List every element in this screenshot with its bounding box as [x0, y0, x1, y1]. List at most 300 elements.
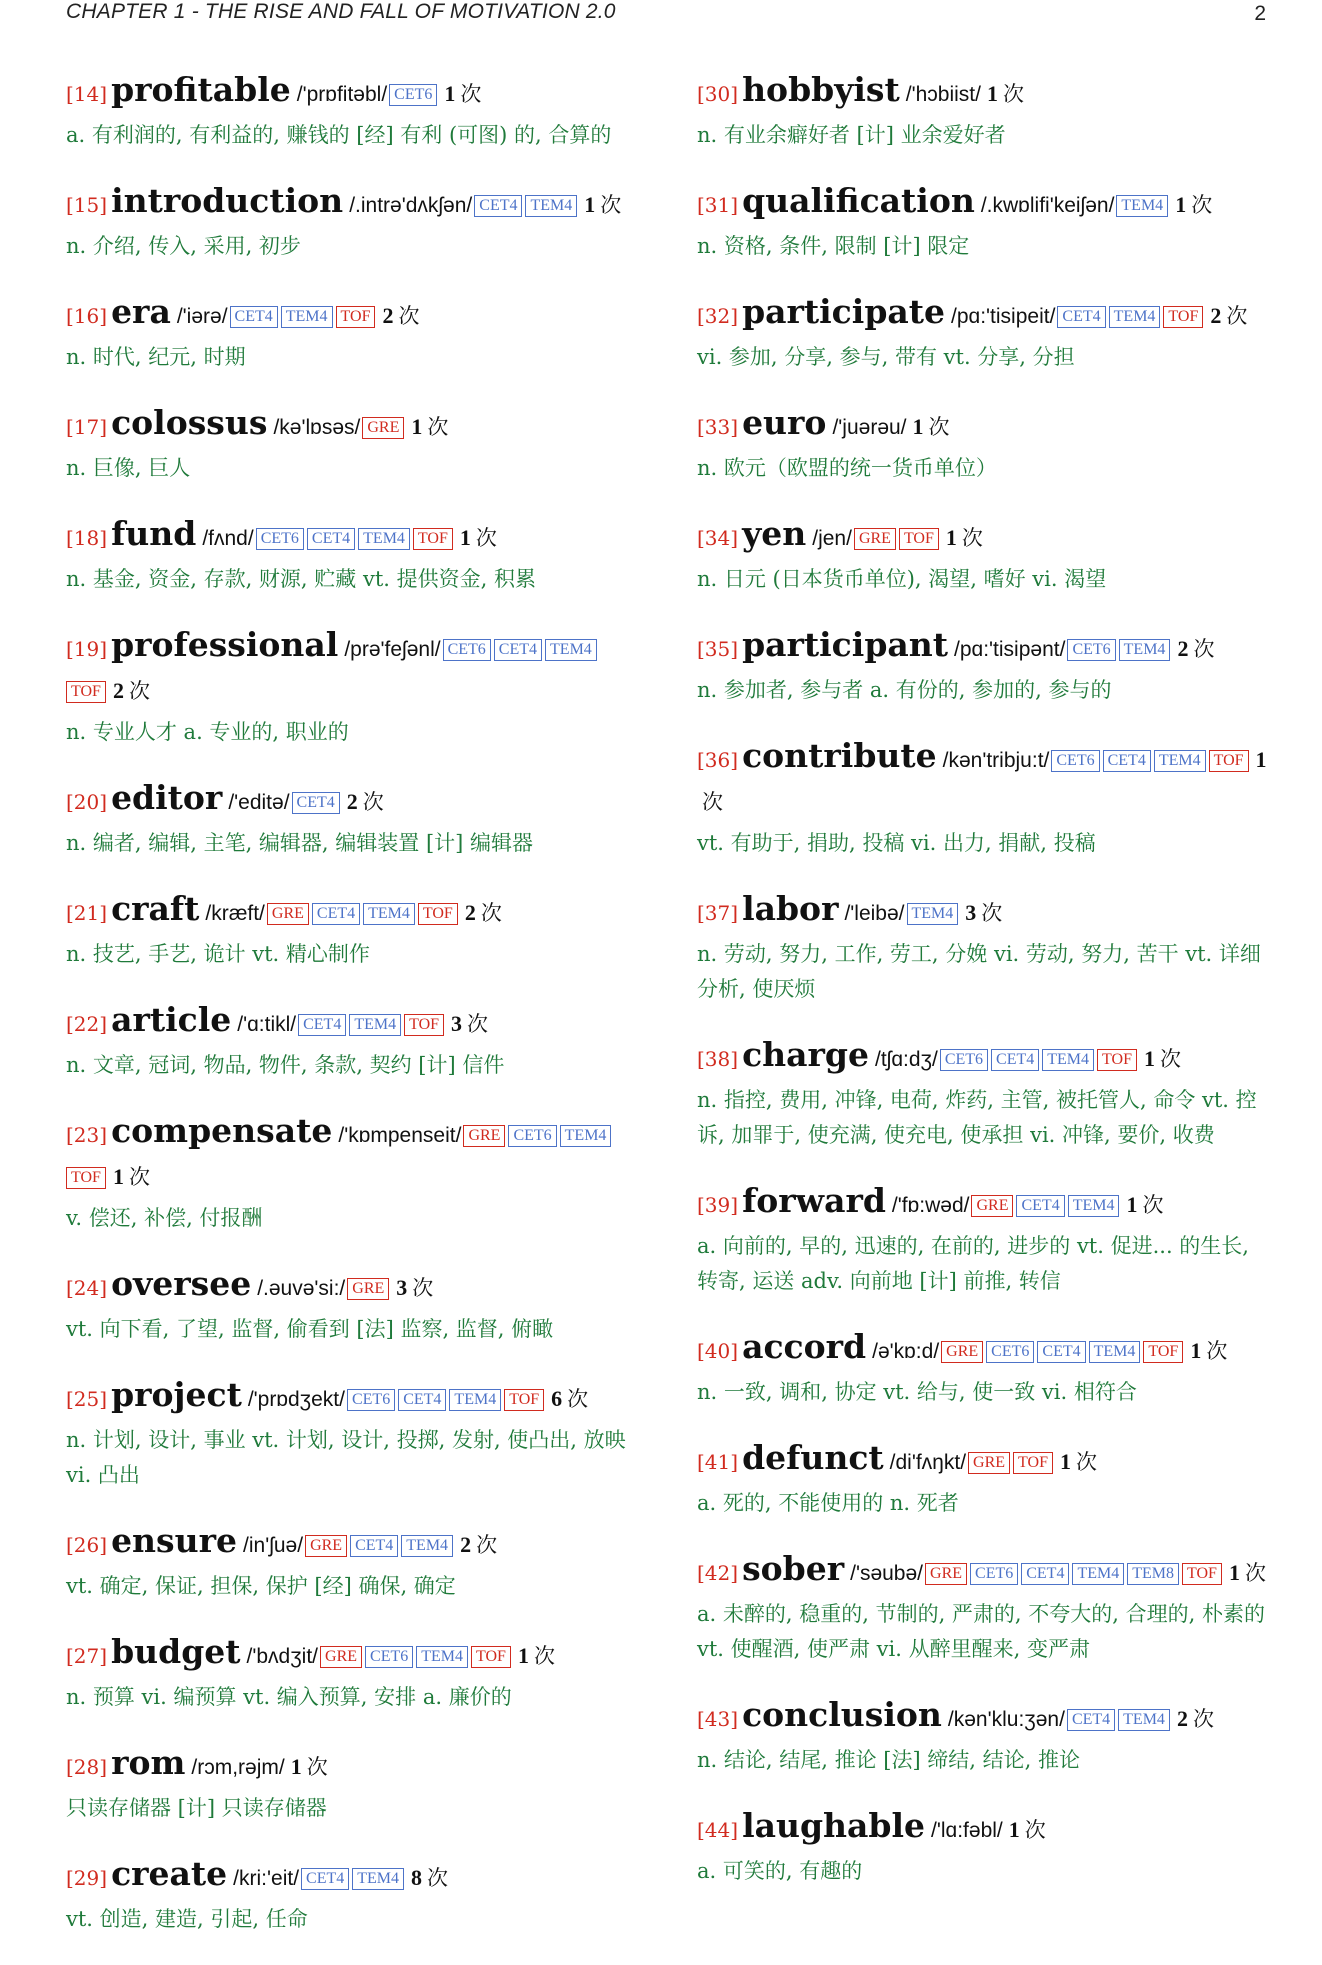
phonetic: /kræft/	[205, 902, 265, 925]
occurrence-unit: 次	[480, 901, 502, 925]
definition: n. 基金, 资金, 存款, 财源, 贮藏 vt. 提供资金, 积累	[66, 567, 536, 591]
vocab-entry	[66, 1743, 638, 1826]
occurrence-count: 1	[912, 414, 924, 439]
entry-headline	[697, 1438, 1269, 1484]
occurrence-unit: 次	[128, 679, 150, 703]
exam-tag: CET4	[1016, 1195, 1064, 1217]
occurrence-unit: 次	[475, 526, 497, 550]
occurrence-unit: 次	[362, 790, 384, 814]
definition: a. 死的, 不能使用的 n. 死者	[697, 1491, 959, 1515]
entry-number: [26]	[66, 1533, 108, 1557]
entry-number: [34]	[697, 526, 739, 550]
phonetic: /.kwɒlifi'keiʃən/	[980, 194, 1115, 217]
phonetic: /'prɒdʒekt/	[247, 1388, 345, 1411]
exam-tags	[940, 1051, 1140, 1070]
phonetic: /kri:'eit/	[233, 1867, 300, 1890]
occurrence-unit: 次	[398, 304, 420, 328]
vocab-entry	[697, 1035, 1269, 1153]
headword: craft	[111, 889, 200, 928]
exam-tag: TEM4	[281, 306, 333, 328]
entry-number: [19]	[66, 637, 108, 661]
entry-number: [36]	[697, 748, 739, 772]
headword: budget	[111, 1632, 241, 1671]
occurrence-unit: 次	[476, 1533, 498, 1557]
entry-number: [32]	[697, 304, 739, 328]
headword: era	[111, 292, 171, 331]
headword: oversee	[111, 1264, 252, 1303]
exam-tag: TOF	[1163, 306, 1203, 328]
exam-tag: TOF	[1143, 1341, 1183, 1363]
exam-tag: TOF	[66, 681, 106, 703]
vocab-entry	[697, 736, 1269, 861]
occurrence-unit: 次	[1192, 1707, 1214, 1731]
entry-headline	[66, 1743, 638, 1789]
entry-headline	[697, 1695, 1269, 1741]
exam-tags	[1116, 197, 1171, 216]
occurrence-count: 2	[382, 303, 394, 328]
phonetic: /'kɒmpenseit/	[338, 1124, 462, 1147]
exam-tag: TEM4	[1154, 750, 1206, 772]
occurrence-unit: 次	[427, 415, 449, 439]
headword: defunct	[742, 1438, 884, 1477]
chapter-title: CHAPTER 1 - THE RISE AND FALL OF MOTIVATION 2.0	[66, 0, 616, 23]
vocab-entry	[66, 1264, 638, 1347]
occurrence-unit: 次	[427, 1866, 449, 1890]
occurrence-unit: 次	[1024, 1818, 1046, 1842]
exam-tag: GRE	[362, 417, 404, 439]
occurrence-count: 1	[411, 414, 423, 439]
definition: n. 欧元（欧盟的统一货币单位）	[697, 456, 997, 480]
headword: create	[111, 1854, 228, 1893]
entry-number: [40]	[697, 1339, 739, 1363]
exam-tag: CET4	[292, 792, 340, 814]
running-header	[66, 0, 1266, 30]
phonetic: /ə'kɒ:d/	[872, 1340, 940, 1363]
vocab-entry	[66, 1000, 638, 1083]
definition: n. 参加者, 参与者 a. 有份的, 参加的, 参与的	[697, 678, 1112, 702]
vocab-entry	[697, 181, 1269, 264]
exam-tag: TEM4	[560, 1125, 612, 1147]
phonetic: /'hɔbiist/	[905, 83, 981, 106]
exam-tags	[907, 905, 962, 924]
entry-headline	[66, 181, 638, 227]
exam-tags	[298, 1016, 447, 1035]
entry-number: [43]	[697, 1707, 739, 1731]
exam-tag: TEM4	[1119, 639, 1171, 661]
headword: ensure	[111, 1521, 238, 1560]
phonetic: /'iərə/	[176, 305, 228, 328]
headword: rom	[111, 1743, 186, 1782]
occurrence-count: 6	[551, 1386, 563, 1411]
definition: 只读存储器 [计] 只读存储器	[66, 1796, 327, 1820]
vocab-entry	[697, 403, 1269, 486]
occurrence-count: 1	[1255, 747, 1267, 772]
headword: yen	[742, 514, 807, 553]
occurrence-count: 3	[965, 900, 977, 925]
exam-tags	[1067, 1711, 1173, 1730]
entry-headline	[66, 1264, 638, 1310]
definition: n. 指控, 费用, 冲锋, 电荷, 炸药, 主管, 被托管人, 命令 vt. 控诉, 加罪于, 使充满, 使充电, 使承担 vi. 冲锋, 要价, 收费	[697, 1088, 1257, 1147]
vocab-entry	[697, 889, 1269, 1007]
exam-tag: TEM4	[1072, 1563, 1124, 1585]
vocab-entry	[697, 1806, 1269, 1889]
headword: qualification	[742, 181, 975, 220]
exam-tag: GRE	[854, 528, 896, 550]
occurrence-unit: 次	[1002, 82, 1024, 106]
occurrence-unit: 次	[1226, 304, 1248, 328]
exam-tag: TEM4	[363, 903, 415, 925]
occurrence-count: 1	[986, 81, 998, 106]
definition: n. 巨像, 巨人	[66, 456, 191, 480]
phonetic: /in'ʃuə/	[243, 1534, 304, 1557]
vocab-entry	[66, 778, 638, 861]
left-column	[66, 70, 638, 1965]
vocab-entry	[66, 292, 638, 375]
exam-tag: TEM4	[349, 1014, 401, 1036]
exam-tags	[389, 86, 440, 105]
phonetic: /'leibə/	[844, 902, 905, 925]
exam-tag: TEM4	[449, 1389, 501, 1411]
entry-headline	[66, 1854, 638, 1900]
occurrence-unit: 次	[1191, 193, 1213, 217]
exam-tag: TOF	[1182, 1563, 1222, 1585]
entry-number: [30]	[697, 82, 739, 106]
vocab-entry	[697, 1181, 1269, 1299]
exam-tag: CET4	[1057, 306, 1105, 328]
vocab-entry	[697, 514, 1269, 597]
phonetic: /'fɒ:wəd/	[891, 1194, 970, 1217]
entry-number: [25]	[66, 1387, 108, 1411]
entry-number: [21]	[66, 901, 108, 925]
phonetic: /'editə/	[228, 791, 290, 814]
entry-number: [18]	[66, 526, 108, 550]
definition: v. 偿还, 补偿, 付报酬	[66, 1206, 263, 1230]
entry-headline	[66, 1632, 638, 1678]
definition: n. 一致, 调和, 协定 vt. 给与, 使一致 vi. 相符合	[697, 1380, 1137, 1404]
occurrence-count: 1	[459, 525, 471, 550]
entry-number: [14]	[66, 82, 108, 106]
exam-tag: TEM4	[358, 528, 410, 550]
entry-number: [28]	[66, 1755, 108, 1779]
exam-tags	[256, 530, 456, 549]
occurrence-unit: 次	[1244, 1561, 1266, 1585]
entry-headline	[697, 70, 1269, 116]
exam-tag: CET4	[298, 1014, 346, 1036]
definition: n. 劳动, 努力, 工作, 劳工, 分娩 vi. 劳动, 努力, 苦干 vt. 详细分析, 使厌烦	[697, 942, 1261, 1001]
headword: professional	[111, 625, 339, 664]
exam-tag: CET6	[256, 528, 304, 550]
entry-headline	[66, 1375, 638, 1421]
exam-tags	[1067, 641, 1173, 660]
entry-headline	[697, 1181, 1269, 1227]
page-number: 2	[1254, 2, 1266, 25]
vocab-entry	[66, 889, 638, 972]
occurrence-count: 2	[460, 1532, 472, 1557]
occurrence-unit: 次	[1142, 1193, 1164, 1217]
occurrence-count: 2	[1177, 636, 1189, 661]
occurrence-unit: 次	[567, 1387, 589, 1411]
exam-tag: CET6	[1067, 639, 1115, 661]
occurrence-count: 8	[411, 1865, 423, 1890]
exam-tag: CET6	[940, 1049, 988, 1071]
occurrence-count: 2	[112, 678, 124, 703]
exam-tag: CET4	[1067, 1709, 1115, 1731]
exam-tag: TOF	[336, 306, 376, 328]
definition: n. 资格, 条件, 限制 [计] 限定	[697, 234, 970, 258]
phonetic: /'ɑ:tikl/	[237, 1013, 297, 1036]
headword: compensate	[111, 1111, 333, 1150]
exam-tag: CET4	[307, 528, 355, 550]
vocab-entry	[66, 1632, 638, 1715]
exam-tag: TOF	[471, 1646, 511, 1668]
occurrence-unit: 次	[306, 1755, 328, 1779]
definition: a. 向前的, 早的, 迅速的, 在前的, 进步的 vt. 促进... 的生长, 转寄, 运送 adv. 向前地 [计] 前推, 转信	[697, 1234, 1249, 1293]
exam-tag: TEM4	[545, 639, 597, 661]
exam-tag: CET6	[970, 1563, 1018, 1585]
exam-tags	[305, 1537, 456, 1556]
occurrence-count: 1	[1126, 1192, 1138, 1217]
entry-headline	[66, 625, 638, 713]
phonetic: /.intrə'dʌkʃən/	[349, 194, 473, 217]
exam-tag: TOF	[413, 528, 453, 550]
definition: a. 未醉的, 稳重的, 节制的, 严肃的, 不夸大的, 合理的, 朴素的 vt. 使醒酒, 使严肃 vi. 从醉里醒来, 变严肃	[697, 1602, 1265, 1661]
headword: sober	[742, 1549, 845, 1588]
occurrence-unit: 次	[412, 1276, 434, 1300]
entry-number: [27]	[66, 1644, 108, 1668]
occurrence-count: 3	[451, 1011, 463, 1036]
exam-tags	[941, 1343, 1186, 1362]
entry-number: [24]	[66, 1276, 108, 1300]
entry-headline	[697, 1549, 1269, 1595]
headword: contribute	[742, 736, 937, 775]
definition: vi. 参加, 分享, 参与, 带有 vt. 分享, 分担	[697, 345, 1075, 369]
exam-tags	[925, 1565, 1225, 1584]
headword: accord	[742, 1327, 867, 1366]
entry-headline	[697, 1035, 1269, 1081]
exam-tag: GRE	[925, 1563, 967, 1585]
exam-tag: CET6	[1051, 750, 1099, 772]
occurrence-unit: 次	[467, 1012, 489, 1036]
entry-headline	[697, 736, 1269, 824]
entry-number: [44]	[697, 1818, 739, 1842]
exam-tags	[971, 1197, 1122, 1216]
vocab-entry	[66, 1854, 638, 1937]
entry-number: [33]	[697, 415, 739, 439]
occurrence-unit: 次	[460, 82, 482, 106]
entry-number: [17]	[66, 415, 108, 439]
headword: euro	[742, 403, 827, 442]
occurrence-count: 1	[112, 1164, 124, 1189]
exam-tag: TOF	[1013, 1452, 1053, 1474]
exam-tag: CET6	[347, 1389, 395, 1411]
exam-tag: TEM4	[907, 903, 959, 925]
definition: n. 日元 (日本货币单位), 渴望, 嗜好 vi. 渴望	[697, 567, 1107, 591]
exam-tag: TEM4	[525, 195, 577, 217]
exam-tags	[347, 1280, 392, 1299]
occurrence-count: 2	[1210, 303, 1222, 328]
exam-tag: GRE	[941, 1341, 983, 1363]
entry-headline	[697, 181, 1269, 227]
entry-number: [22]	[66, 1012, 108, 1036]
occurrence-count: 1	[1190, 1338, 1202, 1363]
phonetic: /'prɒfitəbl/	[296, 83, 388, 106]
occurrence-count: 1	[945, 525, 957, 550]
definition: n. 有业余癖好者 [计] 业余爱好者	[697, 123, 1006, 147]
vocab-entry	[697, 625, 1269, 708]
definition: vt. 创造, 建造, 引起, 任命	[66, 1907, 308, 1931]
entry-headline	[697, 889, 1269, 935]
occurrence-count: 3	[396, 1275, 408, 1300]
headword: participate	[742, 292, 946, 331]
definition: n. 技艺, 手艺, 诡计 vt. 精心制作	[66, 942, 370, 966]
entry-number: [31]	[697, 193, 739, 217]
vocab-entry	[66, 514, 638, 597]
exam-tag: CET4	[398, 1389, 446, 1411]
exam-tag: GRE	[463, 1125, 505, 1147]
headword: fund	[111, 514, 197, 553]
occurrence-count: 1	[584, 192, 596, 217]
vocab-entry	[66, 70, 638, 153]
phonetic: /tʃɑ:dʒ/	[875, 1048, 938, 1071]
vocab-entry	[66, 403, 638, 486]
entry-number: [42]	[697, 1561, 739, 1585]
definition: n. 结论, 结尾, 推论 [法] 缔结, 结论, 推论	[697, 1748, 1081, 1772]
entry-number: [39]	[697, 1193, 739, 1217]
vocab-entry	[697, 70, 1269, 153]
exam-tag: GRE	[968, 1452, 1010, 1474]
entry-number: [38]	[697, 1047, 739, 1071]
occurrence-unit: 次	[1159, 1047, 1181, 1071]
exam-tag: CET6	[365, 1646, 413, 1668]
entry-number: [35]	[697, 637, 739, 661]
definition: n. 文章, 冠词, 物品, 物件, 条款, 契约 [计] 信件	[66, 1053, 505, 1077]
headword: article	[111, 1000, 232, 1039]
headword: project	[111, 1375, 242, 1414]
phonetic: /pɑ:'tisipənt/	[954, 638, 1066, 661]
occurrence-count: 2	[464, 900, 476, 925]
headword: conclusion	[742, 1695, 942, 1734]
phonetic: /'juərəu/	[832, 416, 907, 439]
occurrence-count: 1	[1008, 1817, 1020, 1842]
phonetic: /prə'feʃənl/	[344, 638, 441, 661]
vocab-entry	[66, 181, 638, 264]
exam-tags	[474, 197, 580, 216]
entry-number: [37]	[697, 901, 739, 925]
vocab-entry	[697, 292, 1269, 375]
phonetic: /kən'klu:ʒən/	[947, 1708, 1065, 1731]
phonetic: /'lɑ:fəbl/	[931, 1819, 1003, 1842]
entry-number: [20]	[66, 790, 108, 814]
exam-tag: TOF	[418, 903, 458, 925]
exam-tag: CET4	[301, 1868, 349, 1890]
headword: colossus	[111, 403, 268, 442]
headword: participant	[742, 625, 949, 664]
exam-tag: CET4	[494, 639, 542, 661]
entry-number: [41]	[697, 1450, 739, 1474]
phonetic: /jen/	[812, 527, 852, 550]
exam-tag: TEM4	[352, 1868, 404, 1890]
entry-headline	[697, 1806, 1269, 1852]
occurrence-unit: 次	[533, 1644, 555, 1668]
exam-tag: CET4	[1037, 1341, 1085, 1363]
exam-tag: TOF	[504, 1389, 544, 1411]
vocab-entry	[697, 1549, 1269, 1667]
phonetic: /'səubə/	[850, 1562, 924, 1585]
entry-number: [16]	[66, 304, 108, 328]
exam-tag: GRE	[320, 1646, 362, 1668]
occurrence-count: 2	[346, 789, 358, 814]
phonetic: /kə'lɒsəs/	[273, 416, 361, 439]
headword: laughable	[742, 1806, 926, 1845]
exam-tag: CET6	[389, 84, 437, 106]
occurrence-unit: 次	[1206, 1339, 1228, 1363]
entry-headline	[66, 778, 638, 824]
exam-tag: CET6	[508, 1125, 556, 1147]
exam-tag: CET6	[986, 1341, 1034, 1363]
entry-headline	[697, 514, 1269, 560]
definition: n. 计划, 设计, 事业 vt. 计划, 设计, 投掷, 发射, 使凸出, 放映 vi. 凸出	[66, 1428, 626, 1487]
occurrence-count: 1	[444, 81, 456, 106]
definition: a. 有利润的, 有利益的, 赚钱的 [经] 有利 (可图) 的, 合算的	[66, 123, 612, 147]
exam-tag: GRE	[971, 1195, 1013, 1217]
exam-tag: CET4	[991, 1049, 1039, 1071]
exam-tags	[1057, 308, 1206, 327]
exam-tag: GRE	[347, 1278, 389, 1300]
occurrence-count: 1	[1228, 1560, 1240, 1585]
exam-tag: TEM4	[1089, 1341, 1141, 1363]
exam-tags	[1051, 752, 1251, 771]
vocab-entry	[697, 1438, 1269, 1521]
exam-tags	[230, 308, 379, 327]
exam-tag: CET4	[230, 306, 278, 328]
right-column	[697, 70, 1269, 1917]
phonetic: /fʌnd/	[202, 527, 254, 550]
vocab-entry	[66, 1375, 638, 1493]
exam-tags	[301, 1870, 407, 1889]
exam-tags	[320, 1648, 514, 1667]
exam-tag: TOF	[899, 528, 939, 550]
exam-tag: TEM4	[401, 1535, 453, 1557]
exam-tag: TEM4	[1109, 306, 1161, 328]
occurrence-unit: 次	[1075, 1450, 1097, 1474]
definition: vt. 向下看, 了望, 监督, 偷看到 [法] 监察, 监督, 俯瞰	[66, 1317, 554, 1341]
definition: a. 可笑的, 有趣的	[697, 1859, 863, 1883]
exam-tags	[267, 905, 461, 924]
headword: profitable	[111, 70, 291, 109]
phonetic: /pɑ:'tisipeit/	[951, 305, 1056, 328]
exam-tag: TEM4	[1116, 195, 1168, 217]
phonetic: /.əuvə'si:/	[257, 1277, 346, 1300]
definition: n. 专业人才 a. 专业的, 职业的	[66, 720, 349, 744]
occurrence-unit: 次	[961, 526, 983, 550]
occurrence-unit: 次	[1193, 637, 1215, 661]
entry-headline	[66, 1000, 638, 1046]
exam-tag: CET4	[1021, 1563, 1069, 1585]
exam-tags	[968, 1454, 1056, 1473]
phonetic: /rɔm,rəjm/	[191, 1756, 285, 1779]
entry-headline	[66, 1111, 638, 1199]
phonetic: /'bʌdʒit/	[246, 1645, 319, 1668]
entry-headline	[697, 1327, 1269, 1373]
exam-tag: TEM4	[416, 1646, 468, 1668]
definition: n. 介绍, 传入, 采用, 初步	[66, 234, 301, 258]
definition: n. 预算 vi. 编预算 vt. 编入预算, 安排 a. 廉价的	[66, 1685, 512, 1709]
exam-tag: TOF	[1097, 1049, 1137, 1071]
vocab-entry	[697, 1695, 1269, 1778]
entry-headline	[697, 292, 1269, 338]
exam-tag: CET4	[1103, 750, 1151, 772]
entry-number: [23]	[66, 1123, 108, 1147]
